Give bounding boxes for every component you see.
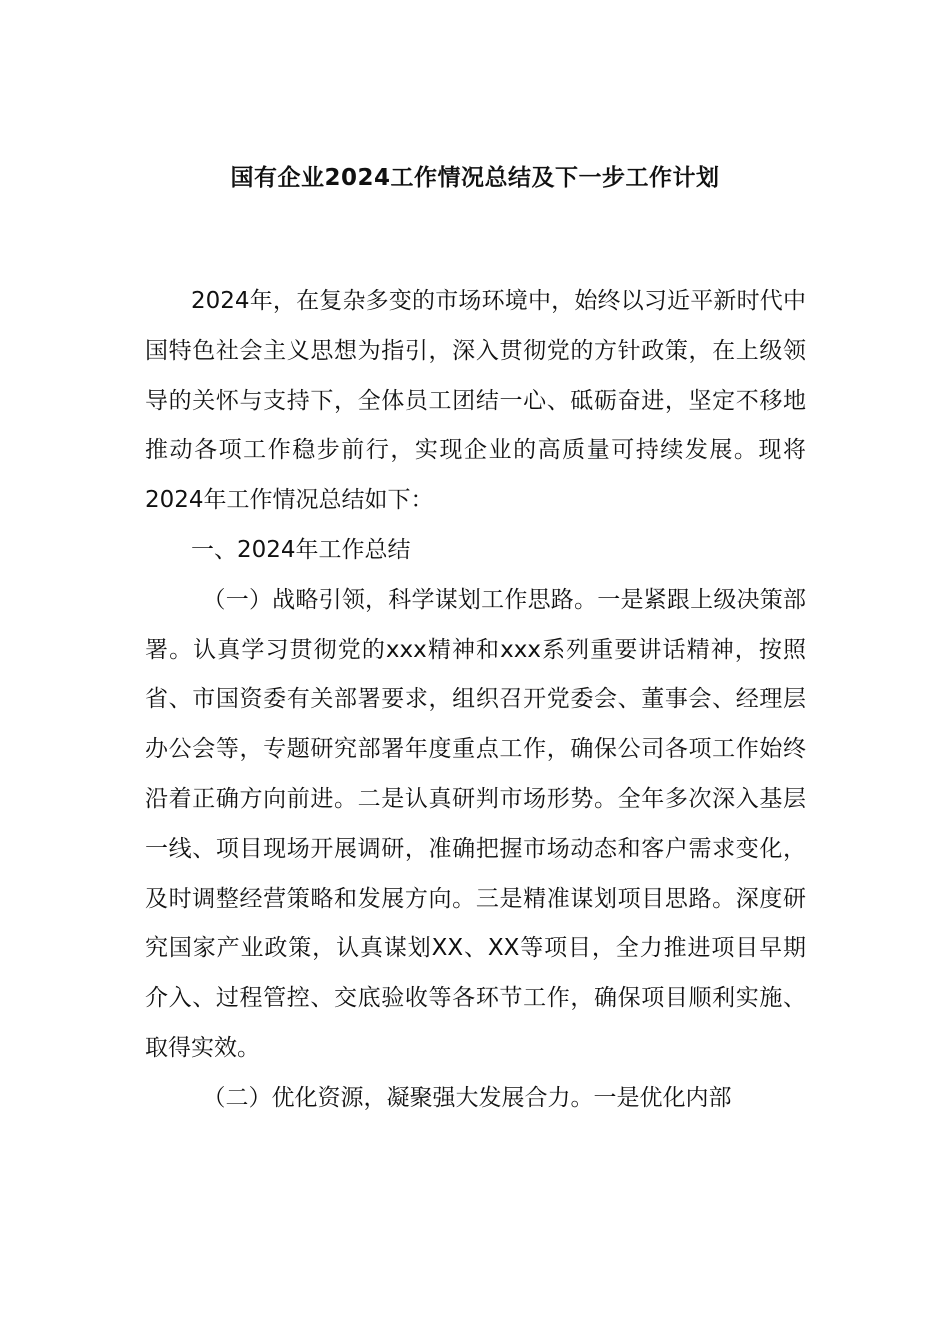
section-heading: 一、2024年工作总结 [191,536,411,563]
subsection-paragraph-1: （一）战略引领，科学谋划工作思路。一是紧跟上级决策部署。认真学习贯彻党的xxx精神和xxx系列重要讲话精神，按照省、市国资委有关部署要求，组织召开党委会、董事会、经理层办公会等，专题研究部署年度重点工作，确保公司各项工作始终沿着正确方向前进。二是认真研判市场形势。全年多次深入基层一线、项目现场开展调研，准确把握市场动态和客户需求变化，及时调整经营策略和发展方向。三是精准谋划项目思路。深度研究国家产业政策，认真谋划XX、XX等项目，全力推进项目早期介入、过程管控、交底验收等各环节工作，确保项目顺利实施、取得实效。 [145,586,806,1061]
subsection-paragraph-2: （二）优化资源，凝聚强大发展合力。一是优化内部 [202,1084,732,1111]
document-title: 国有企业2024工作情况总结及下一步工作计划 [230,165,720,191]
intro-paragraph: 2024年，在复杂多变的市场环境中，始终以习近平新时代中国特色社会主义思想为指引，深入贯彻党的方针政策，在上级领导的关怀与支持下，全体员工团结一心、砥砺奋进，坚定不移地推动各项工作稳步前行，实现企业的高质量可持续发展。现将2024年工作情况总结如下： [145,288,806,514]
document-body [145,277,806,1124]
